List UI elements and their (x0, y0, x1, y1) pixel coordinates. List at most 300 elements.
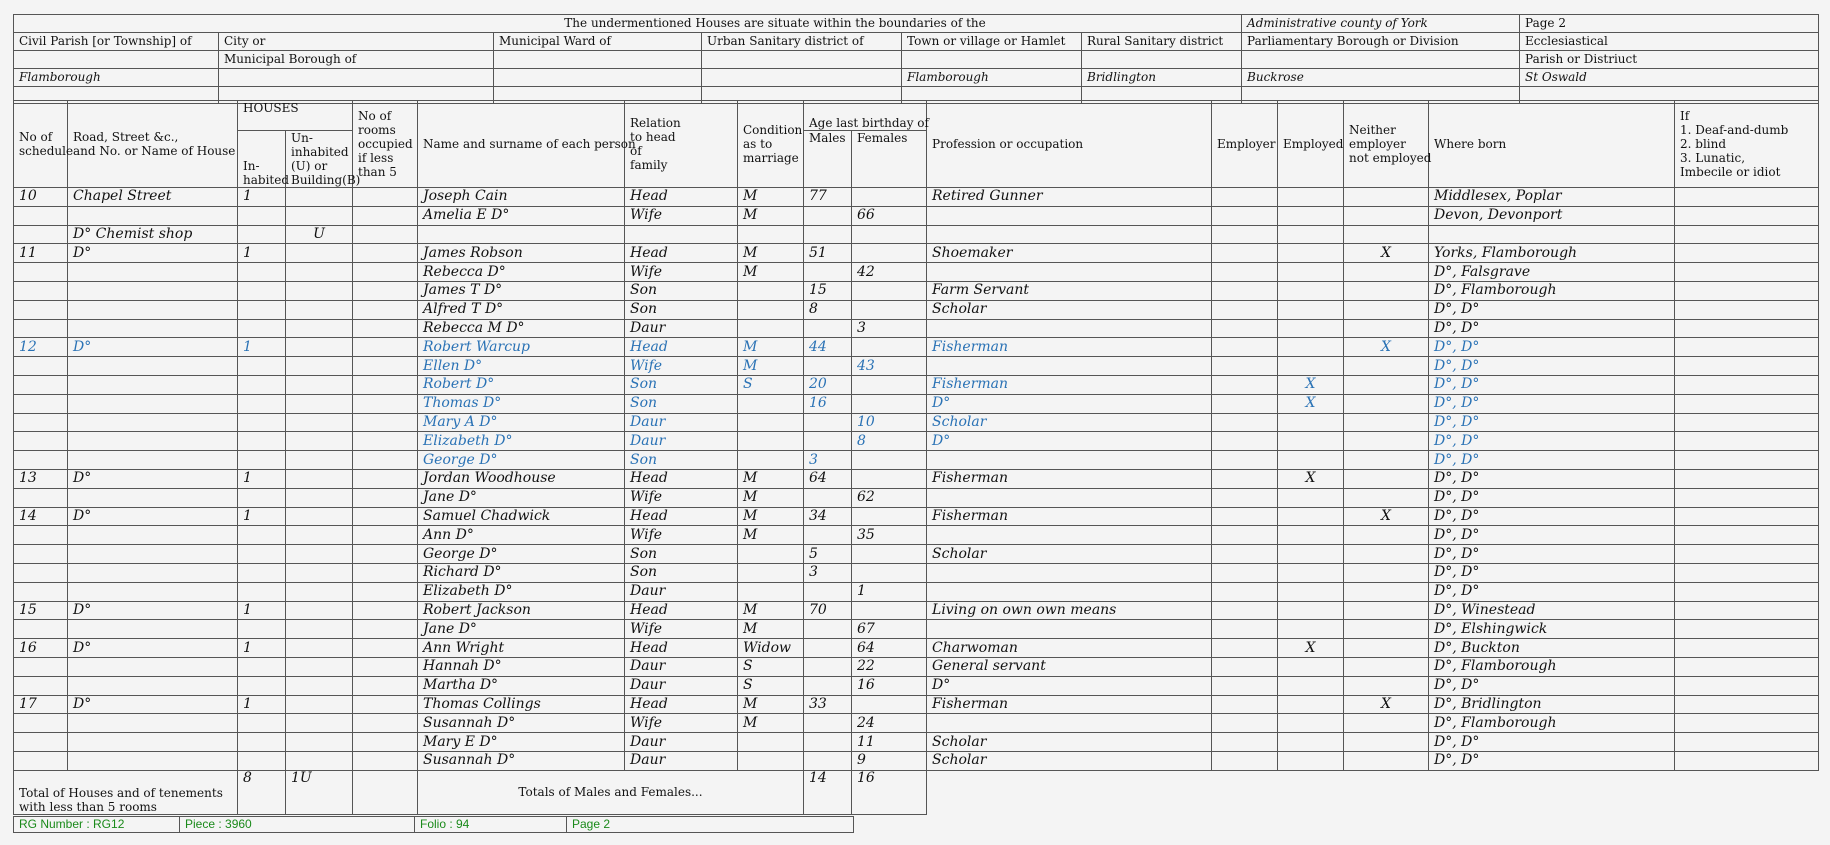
relation-cell: Daur (625, 733, 738, 752)
inhabited-cell (238, 357, 286, 376)
inhabited-cell (238, 676, 286, 695)
rooms-cell (353, 394, 418, 413)
females-cell (852, 394, 927, 413)
females-cell (852, 563, 927, 582)
uninhabited-cell (286, 357, 353, 376)
females-cell (852, 300, 927, 319)
rooms-cell (353, 714, 418, 733)
table-row (14, 206, 1819, 225)
table-row (14, 244, 1819, 263)
inhabited-cell (238, 751, 286, 770)
females-cell (852, 375, 927, 394)
inhabited-cell: 1 (238, 469, 286, 488)
condition-cell: M (738, 714, 804, 733)
condition-cell (738, 225, 804, 244)
infirmity-cell (1675, 375, 1819, 394)
urban-sanitary-label: Urban Sanitary district of (702, 33, 902, 51)
schedule-cell (14, 281, 68, 300)
males-cell: 34 (804, 507, 852, 526)
name-cell: Alfred T D° (418, 300, 625, 319)
relation-cell: Daur (625, 582, 738, 601)
males-cell (804, 620, 852, 639)
uninhabited-cell (286, 714, 353, 733)
neither-cell: X (1344, 244, 1429, 263)
uninhabited-cell (286, 206, 353, 225)
employed-cell (1278, 413, 1344, 432)
folio-number: Folio : 94 (415, 817, 567, 833)
neither-cell (1344, 375, 1429, 394)
profession-cell: Fisherman (927, 469, 1212, 488)
relation-cell: Son (625, 375, 738, 394)
where-born-cell: Middlesex, Poplar (1429, 188, 1675, 207)
schedule-cell: 12 (14, 338, 68, 357)
col-relation: Relation to head of family (625, 101, 738, 188)
civil-parish-label: Civil Parish [or Township] of (14, 33, 219, 51)
uninhabited-cell (286, 244, 353, 263)
table-row (14, 225, 1819, 244)
neither-cell (1344, 526, 1429, 545)
employer-cell (1212, 263, 1278, 282)
table-row (14, 375, 1819, 394)
relation-cell: Head (625, 507, 738, 526)
profession-cell: Charwoman (927, 639, 1212, 658)
males-cell (804, 582, 852, 601)
uninhabited-cell (286, 413, 353, 432)
females-cell (852, 545, 927, 564)
males-cell: 3 (804, 451, 852, 470)
employed-cell (1278, 751, 1344, 770)
where-born-cell: D°, D° (1429, 488, 1675, 507)
profession-cell: Shoemaker (927, 244, 1212, 263)
relation-cell: Head (625, 601, 738, 620)
relation-cell: Wife (625, 357, 738, 376)
road-cell: D° (68, 601, 238, 620)
condition-cell: M (738, 469, 804, 488)
profession-cell: General servant (927, 657, 1212, 676)
uninhabited-cell (286, 319, 353, 338)
ward-label: Municipal Ward of (494, 33, 702, 51)
table-row (14, 488, 1819, 507)
employer-cell (1212, 582, 1278, 601)
infirmity-cell (1675, 319, 1819, 338)
rooms-cell (353, 601, 418, 620)
where-born-cell: D°, D° (1429, 319, 1675, 338)
profession-cell (927, 563, 1212, 582)
col-females: Females (852, 131, 927, 188)
table-row (14, 338, 1819, 357)
road-cell (68, 394, 238, 413)
inhabited-cell (238, 563, 286, 582)
females-cell: 67 (852, 620, 927, 639)
name-cell: Rebecca D° (418, 263, 625, 282)
employer-cell (1212, 639, 1278, 658)
col-age: Age last birthday of (804, 101, 927, 131)
rooms-cell (353, 451, 418, 470)
name-cell: Ellen D° (418, 357, 625, 376)
females-cell (852, 601, 927, 620)
infirmity-cell (1675, 188, 1819, 207)
neither-cell (1344, 432, 1429, 451)
table-row (14, 188, 1819, 207)
where-born-cell: Yorks, Flamborough (1429, 244, 1675, 263)
males-cell: 3 (804, 563, 852, 582)
uninhabited-cell (286, 263, 353, 282)
uninhabited-cell (286, 676, 353, 695)
schedule-cell (14, 563, 68, 582)
name-cell: Mary A D° (418, 413, 625, 432)
col-uninhabited: Un- inhabited (U) or Building(B) (286, 131, 353, 188)
table-row (14, 620, 1819, 639)
parliamentary-label: Parliamentary Borough or Division (1242, 33, 1520, 51)
where-born-cell: D°, D° (1429, 413, 1675, 432)
relation-cell: Son (625, 545, 738, 564)
males-cell (804, 319, 852, 338)
infirmity-cell (1675, 639, 1819, 658)
males-cell (804, 714, 852, 733)
col-inhabited: In- habited (238, 131, 286, 188)
condition-cell (738, 319, 804, 338)
name-cell: Samuel Chadwick (418, 507, 625, 526)
relation-cell: Wife (625, 488, 738, 507)
where-born-cell: D°, D° (1429, 300, 1675, 319)
condition-cell (738, 563, 804, 582)
uninhabited-cell (286, 375, 353, 394)
inhabited-cell: 1 (238, 639, 286, 658)
females-cell (852, 451, 927, 470)
profession-cell: Scholar (927, 733, 1212, 752)
schedule-cell (14, 206, 68, 225)
name-cell: Susannah D° (418, 714, 625, 733)
neither-cell (1344, 319, 1429, 338)
uninhabited-cell (286, 338, 353, 357)
employed-cell (1278, 319, 1344, 338)
employed-cell (1278, 526, 1344, 545)
condition-cell (738, 751, 804, 770)
where-born-cell: D°, Elshingwick (1429, 620, 1675, 639)
profession-cell: D° (927, 432, 1212, 451)
infirmity-cell (1675, 244, 1819, 263)
relation-cell: Wife (625, 526, 738, 545)
inhabited-cell (238, 488, 286, 507)
employed-cell (1278, 507, 1344, 526)
relation-cell: Head (625, 188, 738, 207)
name-cell (418, 225, 625, 244)
schedule-cell: 15 (14, 601, 68, 620)
relation-cell: Head (625, 639, 738, 658)
schedule-cell (14, 545, 68, 564)
table-row (14, 751, 1819, 770)
inhabited-cell (238, 225, 286, 244)
road-cell: Chapel Street (68, 188, 238, 207)
schedule-cell (14, 263, 68, 282)
col-condition: Condition as to marriage (738, 101, 804, 188)
profession-cell: Retired Gunner (927, 188, 1212, 207)
name-cell: Robert D° (418, 375, 625, 394)
condition-cell (738, 545, 804, 564)
employed-cell (1278, 225, 1344, 244)
col-males: Males (804, 131, 852, 188)
name-cell: Hannah D° (418, 657, 625, 676)
road-cell: D° (68, 639, 238, 658)
infirmity-cell (1675, 488, 1819, 507)
inhabited-cell: 1 (238, 188, 286, 207)
females-cell (852, 507, 927, 526)
inhabited-cell (238, 620, 286, 639)
employed-cell: X (1278, 394, 1344, 413)
rg-number: RG Number : RG12 (14, 817, 180, 833)
inhabited-cell (238, 375, 286, 394)
table-row (14, 582, 1819, 601)
infirmity-cell (1675, 620, 1819, 639)
neither-cell (1344, 225, 1429, 244)
employer-cell (1212, 751, 1278, 770)
piece-number: Piece : 3960 (180, 817, 415, 833)
females-cell: 22 (852, 657, 927, 676)
city-label: City or (219, 33, 494, 51)
neither-cell (1344, 413, 1429, 432)
inhabited-cell: 1 (238, 244, 286, 263)
infirmity-cell (1675, 751, 1819, 770)
road-cell (68, 751, 238, 770)
col-rooms: No of rooms occupied if less than 5 (353, 101, 418, 188)
employed-cell (1278, 488, 1344, 507)
condition-cell (738, 733, 804, 752)
neither-cell (1344, 545, 1429, 564)
road-cell: D° (68, 507, 238, 526)
infirmity-cell (1675, 676, 1819, 695)
neither-cell (1344, 714, 1429, 733)
neither-cell (1344, 676, 1429, 695)
civil-parish-value: Flamborough (14, 69, 219, 87)
employer-cell (1212, 394, 1278, 413)
total-males: 14 (804, 770, 852, 814)
rooms-cell (353, 582, 418, 601)
employer-cell (1212, 545, 1278, 564)
schedule-cell (14, 319, 68, 338)
road-cell: D° Chemist shop (68, 225, 238, 244)
totals-persons-label: Totals of Males and Females... (418, 770, 804, 814)
road-cell (68, 451, 238, 470)
females-cell: 64 (852, 639, 927, 658)
condition-cell (738, 432, 804, 451)
relation-cell: Son (625, 394, 738, 413)
females-cell (852, 695, 927, 714)
totals-houses-label: Total of Houses and of tenements with less than 5 rooms (14, 770, 238, 814)
ecclesiastical-value: St Oswald (1520, 69, 1819, 87)
where-born-cell: D°, D° (1429, 338, 1675, 357)
rooms-cell (353, 657, 418, 676)
reference-footer (13, 816, 854, 833)
males-cell (804, 432, 852, 451)
where-born-cell: D°, D° (1429, 751, 1675, 770)
uninhabited-cell (286, 657, 353, 676)
profession-cell (927, 526, 1212, 545)
employed-cell (1278, 281, 1344, 300)
neither-cell (1344, 601, 1429, 620)
road-cell (68, 563, 238, 582)
condition-cell (738, 281, 804, 300)
infirmity-cell (1675, 206, 1819, 225)
name-cell: Amelia E D° (418, 206, 625, 225)
neither-cell (1344, 582, 1429, 601)
profession-cell: Scholar (927, 300, 1212, 319)
neither-cell (1344, 657, 1429, 676)
col-infirmity: If 1. Deaf-and-dumb 2. blind 3. Lunatic, Imbecile or idiot (1675, 101, 1819, 188)
employed-cell (1278, 357, 1344, 376)
neither-cell (1344, 563, 1429, 582)
table-row (14, 733, 1819, 752)
employed-cell (1278, 451, 1344, 470)
rooms-cell (353, 676, 418, 695)
rooms-cell (353, 281, 418, 300)
uninhabited-cell (286, 488, 353, 507)
females-cell: 1 (852, 582, 927, 601)
neither-cell (1344, 206, 1429, 225)
schedule-cell: 14 (14, 507, 68, 526)
where-born-cell: D°, Winestead (1429, 601, 1675, 620)
employer-cell (1212, 375, 1278, 394)
table-row (14, 281, 1819, 300)
males-cell: 20 (804, 375, 852, 394)
infirmity-cell (1675, 563, 1819, 582)
employer-cell (1212, 413, 1278, 432)
females-cell (852, 225, 927, 244)
rooms-cell (353, 206, 418, 225)
employer-cell (1212, 601, 1278, 620)
table-row (14, 263, 1819, 282)
relation-cell: Daur (625, 676, 738, 695)
relation-cell: Daur (625, 432, 738, 451)
profession-cell: Scholar (927, 751, 1212, 770)
neither-cell (1344, 300, 1429, 319)
condition-cell: M (738, 263, 804, 282)
road-cell: D° (68, 695, 238, 714)
uninhabited-cell (286, 300, 353, 319)
uninhabited-cell (286, 695, 353, 714)
relation-cell: Head (625, 244, 738, 263)
condition-cell: M (738, 620, 804, 639)
females-cell: 9 (852, 751, 927, 770)
road-cell (68, 733, 238, 752)
relation-cell: Daur (625, 657, 738, 676)
infirmity-cell (1675, 281, 1819, 300)
employed-cell (1278, 244, 1344, 263)
employer-cell (1212, 338, 1278, 357)
name-cell: Ann Wright (418, 639, 625, 658)
col-neither: Neither employer not employed (1344, 101, 1429, 188)
rooms-cell (353, 563, 418, 582)
road-cell: D° (68, 338, 238, 357)
profession-cell (927, 488, 1212, 507)
condition-cell (738, 413, 804, 432)
males-cell: 51 (804, 244, 852, 263)
inhabited-cell (238, 432, 286, 451)
rooms-cell (353, 338, 418, 357)
condition-cell: M (738, 206, 804, 225)
household-table (13, 100, 1819, 815)
footer-page: Page 2 (567, 817, 854, 833)
males-cell (804, 676, 852, 695)
road-cell (68, 413, 238, 432)
employed-cell (1278, 188, 1344, 207)
road-cell (68, 714, 238, 733)
employer-cell (1212, 526, 1278, 545)
females-cell (852, 188, 927, 207)
uninhabited-cell (286, 582, 353, 601)
table-row (14, 300, 1819, 319)
schedule-cell (14, 413, 68, 432)
females-cell: 3 (852, 319, 927, 338)
inhabited-cell (238, 319, 286, 338)
profession-cell: Fisherman (927, 507, 1212, 526)
condition-cell: M (738, 526, 804, 545)
table-row (14, 469, 1819, 488)
neither-cell (1344, 451, 1429, 470)
inhabited-cell (238, 582, 286, 601)
table-row (14, 601, 1819, 620)
name-cell: Elizabeth D° (418, 432, 625, 451)
where-born-cell: D°, Flamborough (1429, 657, 1675, 676)
table-row (14, 451, 1819, 470)
relation-cell: Daur (625, 751, 738, 770)
table-row (14, 714, 1819, 733)
condition-cell (738, 582, 804, 601)
inhabited-cell (238, 451, 286, 470)
profession-cell (927, 620, 1212, 639)
name-cell: Robert Jackson (418, 601, 625, 620)
table-row (14, 507, 1819, 526)
employed-cell (1278, 620, 1344, 639)
employer-cell (1212, 188, 1278, 207)
employed-cell (1278, 582, 1344, 601)
profession-cell (927, 319, 1212, 338)
uninhabited-cell (286, 451, 353, 470)
infirmity-cell (1675, 432, 1819, 451)
rooms-cell (353, 375, 418, 394)
rooms-cell (353, 413, 418, 432)
inhabited-cell: 1 (238, 507, 286, 526)
females-cell: 16 (852, 676, 927, 695)
relation-cell: Wife (625, 206, 738, 225)
employed-cell: X (1278, 375, 1344, 394)
road-cell (68, 206, 238, 225)
infirmity-cell (1675, 469, 1819, 488)
employer-cell (1212, 281, 1278, 300)
profession-cell (927, 225, 1212, 244)
rooms-cell (353, 620, 418, 639)
road-cell (68, 676, 238, 695)
condition-cell: S (738, 657, 804, 676)
rooms-cell (353, 526, 418, 545)
where-born-cell: D°, D° (1429, 507, 1675, 526)
males-cell: 44 (804, 338, 852, 357)
employer-cell (1212, 733, 1278, 752)
rural-sanitary-value: Bridlington (1082, 69, 1242, 87)
employed-cell (1278, 733, 1344, 752)
employer-cell (1212, 657, 1278, 676)
rooms-cell (353, 733, 418, 752)
females-cell (852, 338, 927, 357)
table-row (14, 545, 1819, 564)
relation-cell: Daur (625, 413, 738, 432)
males-cell (804, 488, 852, 507)
rooms-cell (353, 545, 418, 564)
inhabited-cell (238, 526, 286, 545)
uninhabited-cell (286, 751, 353, 770)
uninhabited-cell (286, 639, 353, 658)
infirmity-cell (1675, 263, 1819, 282)
table-row (14, 639, 1819, 658)
